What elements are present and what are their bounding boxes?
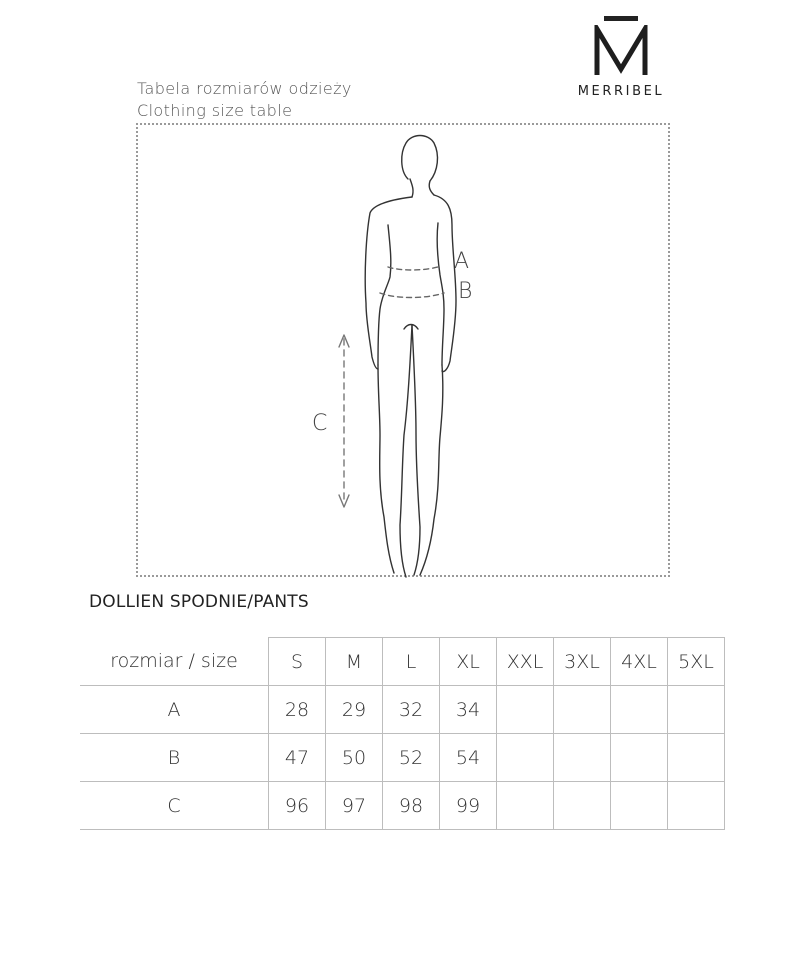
table-cell — [668, 734, 725, 782]
size-table-caption — [137, 78, 352, 122]
body-figure-frame — [136, 123, 670, 577]
row-label: A — [80, 686, 269, 734]
table-cell: 50 — [326, 734, 383, 782]
size-header-cell: M — [326, 638, 383, 686]
table-cell — [497, 686, 554, 734]
size-table — [80, 637, 725, 830]
table-cell — [554, 734, 611, 782]
size-header-cell: 5XL — [668, 638, 725, 686]
table-cell — [611, 782, 668, 830]
table-cell — [668, 782, 725, 830]
table-cell — [497, 782, 554, 830]
row-label: C — [80, 782, 269, 830]
size-header-cell: S — [269, 638, 326, 686]
table-cell: 34 — [440, 686, 497, 734]
size-header-cell: XL — [440, 638, 497, 686]
table-cell — [611, 734, 668, 782]
table-cell: 97 — [326, 782, 383, 830]
table-cell: 29 — [326, 686, 383, 734]
table-cell: 32 — [383, 686, 440, 734]
table-cell: 47 — [269, 734, 326, 782]
table-cell — [497, 734, 554, 782]
row-label: B — [80, 734, 269, 782]
label-a: A — [454, 249, 470, 274]
logo-bar — [604, 16, 638, 21]
brand-logo — [566, 16, 676, 99]
size-header-label: rozmiar / size — [80, 638, 269, 686]
table-row — [80, 734, 725, 782]
table-cell — [554, 686, 611, 734]
table-cell: 98 — [383, 782, 440, 830]
table-cell — [611, 686, 668, 734]
size-header-cell: 4XL — [611, 638, 668, 686]
table-cell: 54 — [440, 734, 497, 782]
body-silhouette — [138, 125, 672, 579]
brand-name: MERRIBEL — [577, 84, 665, 99]
table-cell: 28 — [269, 686, 326, 734]
size-header-cell: 3XL — [554, 638, 611, 686]
label-c: C — [312, 411, 328, 436]
table-row — [80, 782, 725, 830]
product-title: DOLLIEN SPODNIE/PANTS — [89, 592, 309, 612]
table-cell: 52 — [383, 734, 440, 782]
table-cell: 99 — [440, 782, 497, 830]
caption-english: Clothing size table — [137, 101, 293, 120]
table-cell — [554, 782, 611, 830]
label-b: B — [458, 279, 473, 304]
caption-polish: Tabela rozmiarów odzieży — [137, 79, 352, 98]
table-cell — [668, 686, 725, 734]
logo-m-icon — [591, 25, 651, 77]
table-cell: 96 — [269, 782, 326, 830]
size-header-row — [80, 638, 725, 686]
size-header-cell: XXL — [497, 638, 554, 686]
size-header-cell: L — [383, 638, 440, 686]
table-row — [80, 686, 725, 734]
